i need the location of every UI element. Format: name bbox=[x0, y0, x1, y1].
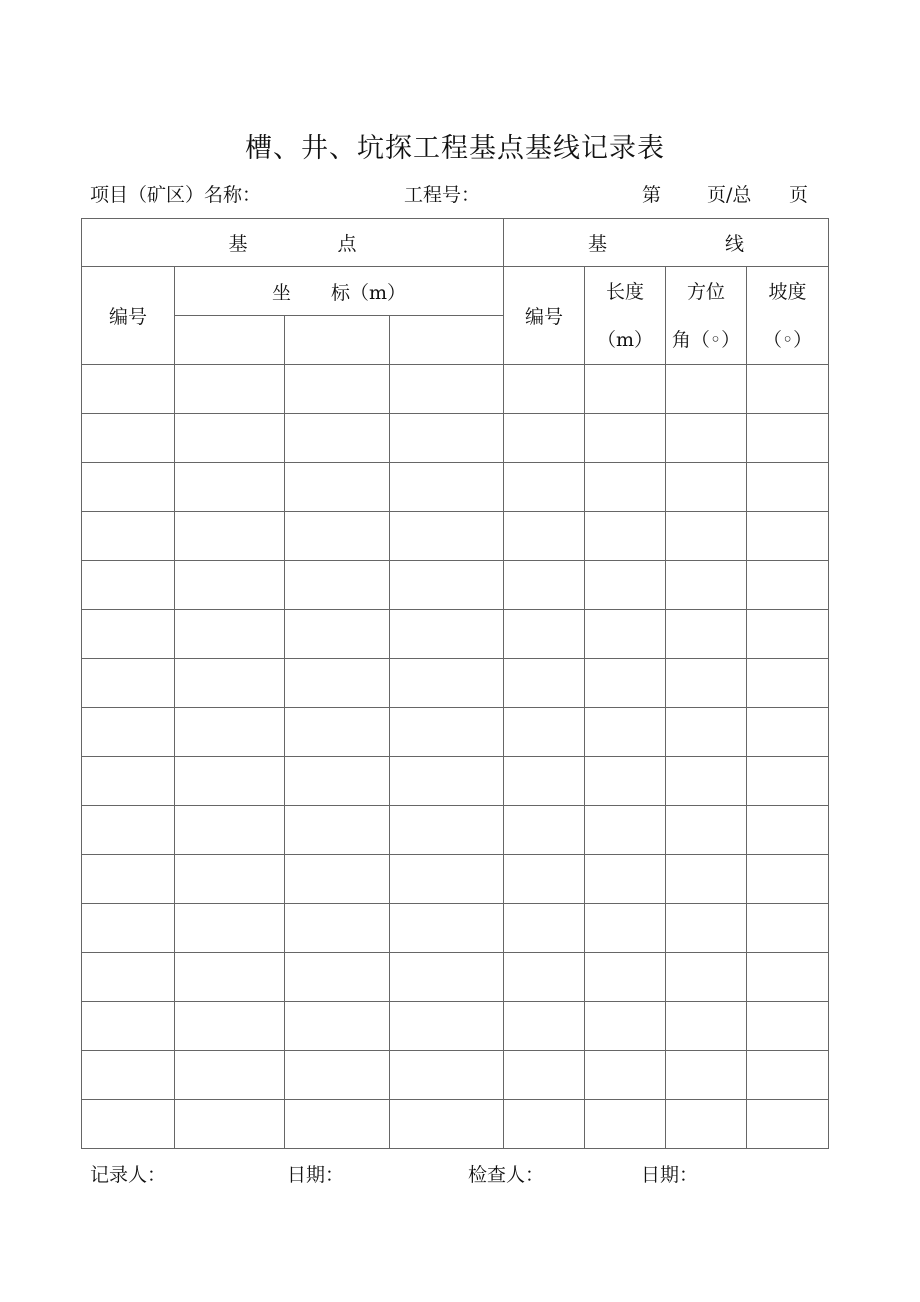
table-cell[interactable] bbox=[82, 708, 175, 757]
table-cell[interactable] bbox=[585, 953, 666, 1002]
table-cell[interactable] bbox=[504, 1100, 585, 1149]
table-cell[interactable] bbox=[285, 855, 390, 904]
page-suffix: 页 bbox=[789, 184, 809, 206]
table-cell[interactable] bbox=[747, 904, 829, 953]
table-cell[interactable] bbox=[82, 806, 175, 855]
table-cell[interactable] bbox=[747, 463, 829, 512]
baseline-header bbox=[504, 219, 829, 267]
table-row bbox=[82, 659, 829, 708]
table-cell[interactable] bbox=[285, 1002, 390, 1051]
slope-header bbox=[747, 267, 829, 365]
table-cell[interactable] bbox=[666, 953, 747, 1002]
table-cell[interactable] bbox=[175, 1100, 285, 1149]
coordinate-header-char2: 标（m） bbox=[331, 281, 407, 304]
table-cell[interactable] bbox=[504, 1051, 585, 1100]
table-cell[interactable] bbox=[504, 414, 585, 463]
table-cell[interactable] bbox=[585, 757, 666, 806]
table-cell[interactable] bbox=[666, 659, 747, 708]
table-cell[interactable] bbox=[747, 414, 829, 463]
table-cell[interactable] bbox=[82, 855, 175, 904]
form-title: 槽、井、坑探工程基点基线记录表 bbox=[245, 133, 665, 164]
table-cell[interactable] bbox=[175, 953, 285, 1002]
table-cell[interactable] bbox=[390, 463, 504, 512]
table-cell[interactable] bbox=[747, 1051, 829, 1100]
table-cell[interactable] bbox=[666, 512, 747, 561]
table-cell[interactable] bbox=[390, 708, 504, 757]
table-cell[interactable] bbox=[666, 561, 747, 610]
table-cell[interactable] bbox=[390, 561, 504, 610]
slope-header-line2: （◦） bbox=[762, 328, 813, 351]
table-cell[interactable] bbox=[666, 1100, 747, 1149]
table-cell[interactable] bbox=[585, 365, 666, 414]
table-cell[interactable] bbox=[82, 365, 175, 414]
table-cell[interactable] bbox=[175, 561, 285, 610]
table-cell[interactable] bbox=[747, 855, 829, 904]
table-cell[interactable] bbox=[285, 561, 390, 610]
table-cell[interactable] bbox=[82, 757, 175, 806]
check-date-label: 日期： bbox=[641, 1164, 699, 1186]
table-cell[interactable] bbox=[747, 1002, 829, 1051]
table-row bbox=[82, 365, 829, 414]
table-cell[interactable] bbox=[390, 953, 504, 1002]
table-row bbox=[82, 757, 829, 806]
table-cell[interactable] bbox=[390, 806, 504, 855]
table-cell[interactable] bbox=[504, 806, 585, 855]
table-cell[interactable] bbox=[175, 659, 285, 708]
table-row bbox=[82, 708, 829, 757]
table-cell[interactable] bbox=[666, 414, 747, 463]
table-cell[interactable] bbox=[666, 757, 747, 806]
table-cell[interactable] bbox=[585, 708, 666, 757]
table-cell[interactable] bbox=[175, 904, 285, 953]
table-row bbox=[82, 1051, 829, 1100]
table-cell[interactable] bbox=[747, 1100, 829, 1149]
project-name-label: 项目（矿区）名称： bbox=[90, 184, 262, 206]
table-row bbox=[82, 1100, 829, 1149]
table-cell[interactable] bbox=[285, 659, 390, 708]
table-cell[interactable] bbox=[82, 561, 175, 610]
table-row bbox=[82, 561, 829, 610]
basepoint-id-header: 编号 bbox=[82, 267, 175, 365]
table-cell[interactable] bbox=[585, 904, 666, 953]
table-cell[interactable] bbox=[504, 757, 585, 806]
azimuth-header-line2: 角（◦） bbox=[671, 328, 741, 351]
table-cell[interactable] bbox=[666, 806, 747, 855]
table-cell[interactable] bbox=[585, 463, 666, 512]
table-cell[interactable] bbox=[82, 610, 175, 659]
table-cell[interactable] bbox=[504, 463, 585, 512]
table-cell[interactable] bbox=[666, 610, 747, 659]
table-cell[interactable] bbox=[175, 855, 285, 904]
table-row bbox=[82, 414, 829, 463]
table-row bbox=[82, 610, 829, 659]
table-cell[interactable] bbox=[390, 1002, 504, 1051]
table-cell[interactable] bbox=[285, 953, 390, 1002]
table-cell[interactable] bbox=[585, 1051, 666, 1100]
table-cell[interactable] bbox=[390, 414, 504, 463]
length-header-line2: （m） bbox=[597, 328, 654, 351]
basepoint-header-char1: 基 bbox=[228, 233, 248, 255]
table-cell[interactable] bbox=[285, 757, 390, 806]
table-row bbox=[82, 463, 829, 512]
table-cell[interactable] bbox=[585, 1002, 666, 1051]
table-cell[interactable] bbox=[285, 512, 390, 561]
table-cell[interactable] bbox=[285, 365, 390, 414]
length-header bbox=[585, 267, 666, 365]
table-cell[interactable] bbox=[285, 463, 390, 512]
project-number-label: 工程号： bbox=[404, 184, 481, 206]
table-cell[interactable] bbox=[585, 512, 666, 561]
table-cell[interactable] bbox=[175, 512, 285, 561]
table-cell[interactable] bbox=[666, 365, 747, 414]
table-cell[interactable] bbox=[82, 463, 175, 512]
table-cell[interactable] bbox=[390, 1100, 504, 1149]
table-cell[interactable] bbox=[285, 610, 390, 659]
azimuth-header-line1: 方位 bbox=[687, 280, 726, 303]
page-number-prefix: 第 bbox=[642, 184, 662, 206]
table-cell[interactable] bbox=[504, 365, 585, 414]
azimuth-header bbox=[666, 267, 747, 365]
table-cell[interactable] bbox=[82, 512, 175, 561]
table-cell[interactable] bbox=[747, 610, 829, 659]
table-cell[interactable] bbox=[285, 708, 390, 757]
table-cell[interactable] bbox=[390, 1051, 504, 1100]
baseline-id-header: 编号 bbox=[504, 267, 585, 365]
table-row bbox=[82, 806, 829, 855]
table-cell[interactable] bbox=[390, 855, 504, 904]
table-cell[interactable] bbox=[390, 904, 504, 953]
table-cell[interactable] bbox=[390, 610, 504, 659]
table-cell[interactable] bbox=[504, 708, 585, 757]
table-cell[interactable] bbox=[82, 1100, 175, 1149]
table-row bbox=[82, 953, 829, 1002]
coordinate-y-cell[interactable] bbox=[285, 316, 390, 365]
page-total-label: 页/总 bbox=[707, 184, 752, 206]
table-cell[interactable] bbox=[285, 1051, 390, 1100]
table-cell[interactable] bbox=[504, 904, 585, 953]
table-cell[interactable] bbox=[175, 708, 285, 757]
table-cell[interactable] bbox=[666, 904, 747, 953]
coordinate-z-cell[interactable] bbox=[390, 316, 504, 365]
table-cell[interactable] bbox=[285, 806, 390, 855]
table-row bbox=[82, 904, 829, 953]
table-cell[interactable] bbox=[390, 365, 504, 414]
table-cell[interactable] bbox=[747, 659, 829, 708]
checker-label: 检查人： bbox=[468, 1164, 545, 1186]
table-cell[interactable] bbox=[504, 561, 585, 610]
table-cell[interactable] bbox=[585, 561, 666, 610]
table-cell[interactable] bbox=[747, 953, 829, 1002]
table-cell[interactable] bbox=[504, 659, 585, 708]
table-cell[interactable] bbox=[175, 610, 285, 659]
length-header-line1: 长度 bbox=[606, 280, 645, 303]
table-cell[interactable] bbox=[585, 610, 666, 659]
table-cell[interactable] bbox=[504, 610, 585, 659]
table-cell[interactable] bbox=[285, 1100, 390, 1149]
table-cell[interactable] bbox=[585, 659, 666, 708]
table-cell[interactable] bbox=[175, 757, 285, 806]
table-cell[interactable] bbox=[285, 904, 390, 953]
record-date-label: 日期： bbox=[287, 1164, 345, 1186]
table-cell[interactable] bbox=[747, 708, 829, 757]
table-cell[interactable] bbox=[585, 806, 666, 855]
table-cell[interactable] bbox=[666, 708, 747, 757]
table-cell[interactable] bbox=[747, 757, 829, 806]
slope-header-line1: 坡度 bbox=[768, 280, 807, 303]
table-cell[interactable] bbox=[82, 904, 175, 953]
table-row bbox=[82, 1002, 829, 1051]
coordinate-x-cell[interactable] bbox=[175, 316, 285, 365]
table-cell[interactable] bbox=[82, 414, 175, 463]
table-cell[interactable] bbox=[585, 1100, 666, 1149]
table-cell[interactable] bbox=[390, 757, 504, 806]
table-cell[interactable] bbox=[175, 463, 285, 512]
table-cell[interactable] bbox=[504, 1002, 585, 1051]
table-cell[interactable] bbox=[82, 659, 175, 708]
coordinate-header-char1: 坐 bbox=[271, 281, 291, 304]
baseline-header-char2: 线 bbox=[725, 233, 745, 255]
table-cell[interactable] bbox=[504, 512, 585, 561]
table-cell[interactable] bbox=[747, 806, 829, 855]
table-cell[interactable] bbox=[175, 414, 285, 463]
table-cell[interactable] bbox=[747, 512, 829, 561]
table-cell[interactable] bbox=[666, 463, 747, 512]
table-row bbox=[82, 855, 829, 904]
recorder-label: 记录人： bbox=[90, 1164, 167, 1186]
table-cell[interactable] bbox=[666, 855, 747, 904]
table-cell[interactable] bbox=[175, 1051, 285, 1100]
table-cell[interactable] bbox=[82, 1002, 175, 1051]
baseline-header-char1: 基 bbox=[588, 233, 608, 255]
table-cell[interactable] bbox=[747, 365, 829, 414]
table-cell[interactable] bbox=[175, 806, 285, 855]
table-cell[interactable] bbox=[175, 1002, 285, 1051]
table-cell[interactable] bbox=[504, 855, 585, 904]
table-cell[interactable] bbox=[390, 659, 504, 708]
table-cell[interactable] bbox=[175, 365, 285, 414]
table-cell[interactable] bbox=[82, 953, 175, 1002]
table-cell[interactable] bbox=[285, 414, 390, 463]
record-table bbox=[81, 218, 829, 1149]
table-cell[interactable] bbox=[585, 414, 666, 463]
coordinate-header bbox=[175, 267, 504, 316]
table-cell[interactable] bbox=[390, 512, 504, 561]
table-cell[interactable] bbox=[666, 1051, 747, 1100]
table-cell[interactable] bbox=[504, 953, 585, 1002]
basepoint-header-char2: 点 bbox=[337, 233, 357, 255]
table-cell[interactable] bbox=[585, 855, 666, 904]
basepoint-header bbox=[82, 219, 504, 267]
table-cell[interactable] bbox=[666, 1002, 747, 1051]
table-cell[interactable] bbox=[82, 1051, 175, 1100]
table-row bbox=[82, 512, 829, 561]
table-cell[interactable] bbox=[747, 561, 829, 610]
